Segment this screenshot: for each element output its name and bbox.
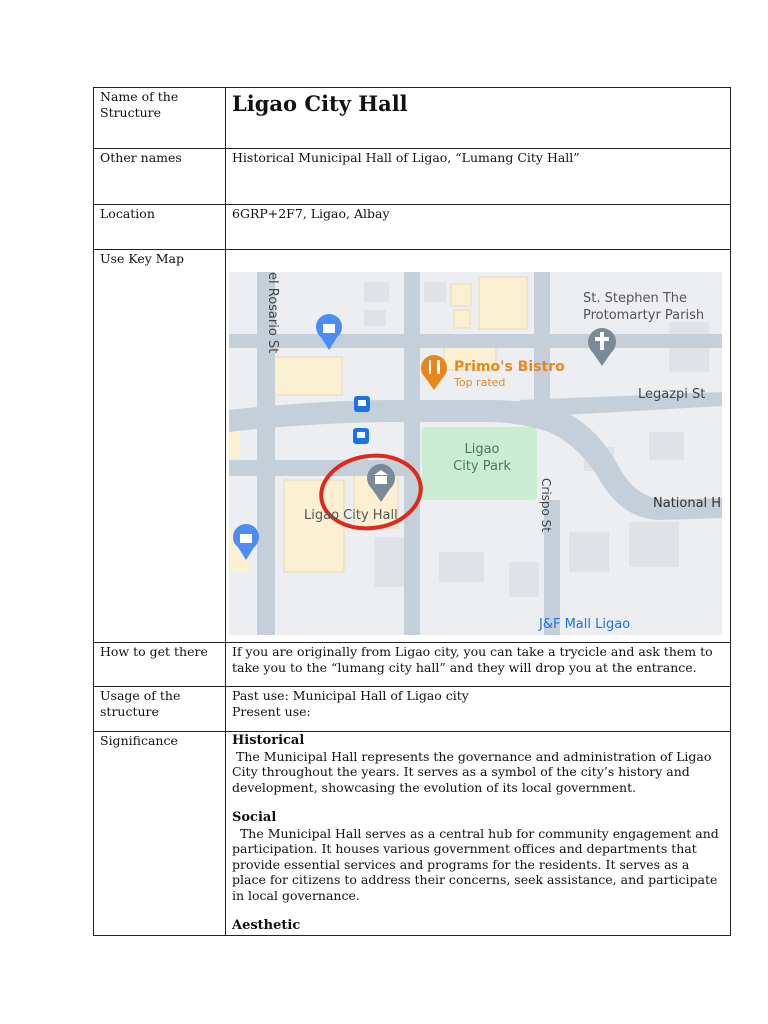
bistro-label: Primo's Bistro [454, 359, 565, 375]
label-structure-name: Name of the Structure [94, 88, 226, 149]
national-highway-label: National H [653, 496, 722, 511]
value-structure-name [226, 88, 731, 149]
structure-info-table [93, 87, 731, 936]
row-structure-name [94, 88, 731, 149]
value-how-to-get-there: If you are originally from Ligao city, you can take a trycicle and ask them to take you to the “lumang city hall” and they will drop you at the entrance. [226, 643, 731, 687]
row-significance [94, 732, 731, 936]
spacer [232, 795, 724, 810]
legazpi-st-label: Legazpi St [638, 387, 706, 402]
present-use-text: Present use: [232, 703, 311, 719]
crispo-st-label: Crispo St [539, 478, 553, 532]
past-use-text: Past use: Municipal Hall of Ligao city [232, 688, 469, 703]
mall-label: J&F Mall Ligao [539, 617, 631, 632]
row-how-to-get-there [94, 643, 731, 687]
row-usage [94, 687, 731, 732]
label-other-names: Other names [94, 149, 226, 205]
value-usage [226, 687, 731, 732]
bus-stop-icon [354, 396, 370, 412]
aesthetic-heading: Aesthetic [232, 918, 301, 933]
church-label-line1: St. Stephen The [583, 291, 687, 306]
key-map-svg [229, 272, 722, 635]
row-other-names [94, 149, 731, 205]
spacer-2 [232, 903, 724, 918]
park-label-line1: Ligao [464, 442, 500, 457]
structure-title: Ligao City Hall [232, 91, 408, 116]
historical-heading: Historical [232, 733, 305, 748]
value-other-names: Historical Municipal Hall of Ligao, “Lumang City Hall” [226, 149, 731, 205]
label-how-to-get-there: How to get there [94, 643, 226, 687]
row-key-map [94, 250, 731, 643]
label-significance: Significance [94, 732, 226, 936]
bus-stop-icon-2 [353, 428, 369, 444]
bistro-tag-label: Top rated [454, 376, 506, 389]
label-key-map: Use Key Map [94, 250, 226, 643]
del-rosario-st-label: el Rosario St [265, 272, 280, 354]
key-map [229, 272, 722, 635]
value-location: 6GRP+2F7, Ligao, Albay [226, 205, 731, 250]
historical-text: The Municipal Hall represents the governance and administration of Ligao City throughout the years. It serves as a symbol of the city’s history and development, showcasing the evolution of its local government. [232, 748, 716, 795]
city-hall-label: Ligao City Hall [304, 508, 398, 523]
label-location: Location [94, 205, 226, 250]
church-label-line2: Protomartyr Parish [583, 308, 705, 323]
social-heading: Social [232, 810, 277, 825]
value-key-map [226, 250, 731, 643]
social-text: The Municipal Hall serves as a central hub for community engagement and participation. It houses various government offices and departments that provide essential services and programs for the residents. It serves as a place for citizens to address their concerns, seek assistance, and participate in local governance. [232, 825, 723, 903]
value-significance [226, 732, 731, 936]
park-label-line2: City Park [453, 459, 511, 474]
label-usage: Usage of the structure [94, 687, 226, 732]
row-location [94, 205, 731, 250]
